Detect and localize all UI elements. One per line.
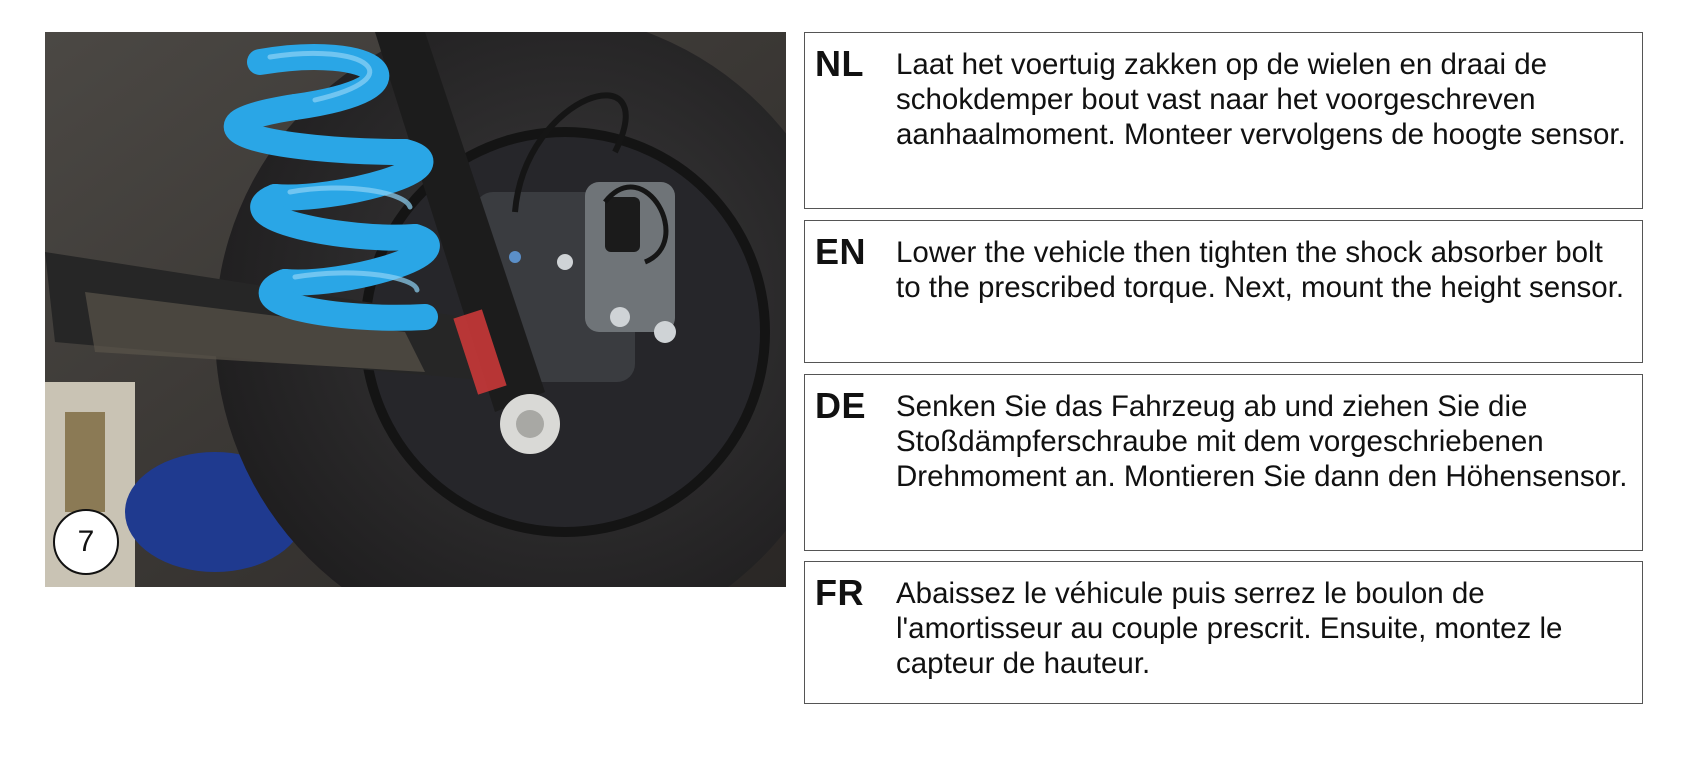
step-number-badge: 7 xyxy=(53,509,119,575)
instruction-panel-en xyxy=(804,220,1643,363)
language-code: DE xyxy=(815,385,867,426)
instruction-text: Senken Sie das Fahrzeug ab und ziehen Sie die Stoßdämpferschraube mit dem vorgeschriebenen Drehmoment an. Montieren Sie dann den Höhensensor. xyxy=(896,390,1628,493)
instruction-text: Laat het voertuig zakken op de wielen en draai de schokdemper bout vast naar het voorgeschreven aanhaalmoment. Monteer vervolgens de hoogte sensor. xyxy=(896,48,1626,151)
instruction-text: Lower the vehicle then tighten the shock absorber bolt to the prescribed torque. Next, mount the height sensor. xyxy=(896,236,1625,304)
instruction-panel-de xyxy=(804,374,1643,551)
instruction-text: Abaissez le véhicule puis serrez le boulon de l'amortisseur au couple prescrit. Ensuite, montez le capteur de hauteur. xyxy=(896,577,1563,680)
suspension-illustration xyxy=(45,32,786,587)
suspension-photo xyxy=(45,32,786,587)
instruction-panel-nl xyxy=(804,32,1643,209)
language-code: EN xyxy=(815,231,867,272)
instruction-panel-fr xyxy=(804,561,1643,704)
language-code: NL xyxy=(815,43,864,84)
language-code: FR xyxy=(815,572,864,613)
